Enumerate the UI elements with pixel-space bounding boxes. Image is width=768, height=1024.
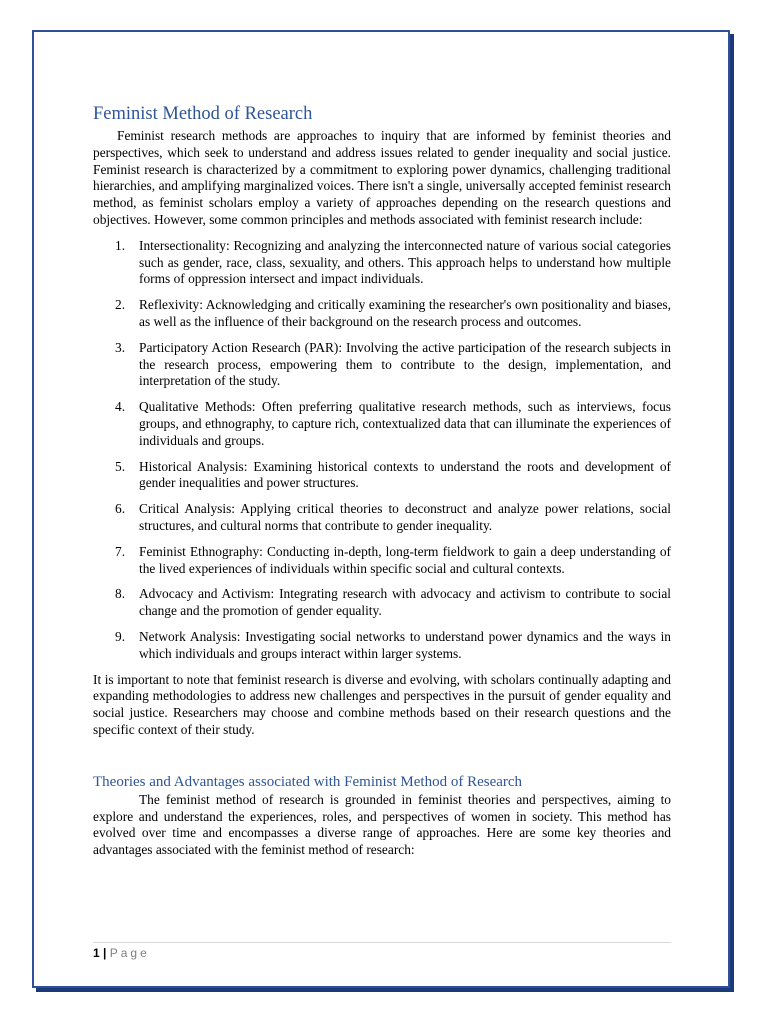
section-paragraph: The feminist method of research is grounded in feminist theories and perspectives, aiming to explore and understand the experiences, roles, and perspectives of women in society. This method has evolved over time and encompasses a diverse range of approaches. Here are some key theories and advantages associated with the feminist method of research: (93, 791, 671, 858)
page-label: Page (109, 946, 150, 960)
list-item: 9. Network Analysis: Investigating social networks to understand power dynamics and the ways in which individuals and groups interact within larger systems. (115, 628, 671, 661)
page-number: 1 (93, 946, 100, 960)
page-title: Feminist Method of Research (93, 104, 313, 124)
list-item: 5. Historical Analysis: Examining historical contexts to understand the roots and development of gender inequalities and power structures. (115, 458, 671, 491)
section-heading: Theories and Advantages associated with Feminist Method of Research (93, 773, 523, 790)
list-item: 3. Participatory Action Research (PAR): Involving the active participation of the research subjects in the research process, empowering them to contribute to the design, implementation, and interpretation of the study. (115, 339, 671, 389)
methods-list (93, 238, 671, 663)
list-item: 1. Intersectionality: Recognizing and analyzing the interconnected nature of various social categories such as gender, race, class, sexuality, and others. This approach helps to understand how multiple forms of oppression intersect and impact individuals. (115, 237, 671, 287)
intro-paragraph: Feminist research methods are approaches to inquiry that are informed by feminist theories and perspectives, which seek to understand and address issues related to gender inequality and social justice. Feminist research is characterized by a commitment to exploring power dynamics, challenging traditional hierarchies, and amplifying marginalized voices. There isn't a single, universally accepted feminist research method, as feminist scholars employ a variety of approaches depending on the research questions and objectives. However, some common principles and methods associated with feminist research include: (93, 128, 671, 227)
footer-separator: | (103, 946, 107, 960)
page-footer (93, 946, 150, 960)
conclusion-paragraph: It is important to note that feminist research is diverse and evolving, with scholars continually adapting and expanding methodologies to address new challenges and perspectives in the pursuit of gender equality and social justice. Researchers may choose and combine methods based on their research questions and the specific context of their study. (93, 671, 671, 737)
document-body (93, 103, 671, 859)
list-item: 4. Qualitative Methods: Often preferring qualitative research methods, such as interviews, focus groups, and ethnography, to capture rich, contextualized data that can illuminate the experiences of individuals and groups. (115, 399, 671, 448)
list-item: 7. Feminist Ethnography: Conducting in-depth, long-term fieldwork to gain a deep understanding of the lived experiences of individuals within specific social and cultural contexts. (115, 543, 671, 576)
footer-divider (93, 942, 671, 943)
list-item: 6. Critical Analysis: Applying critical theories to deconstruct and analyze power relations, social structures, and cultural norms that contribute to gender inequality. (115, 501, 671, 533)
list-item: 8. Advocacy and Activism: Integrating research with advocacy and activism to contribute to social change and the promotion of gender equality. (115, 586, 671, 619)
list-item: 2. Reflexivity: Acknowledging and critically examining the researcher's own positionality and biases, as well as the influence of their background on the research process and outcomes. (115, 297, 671, 329)
